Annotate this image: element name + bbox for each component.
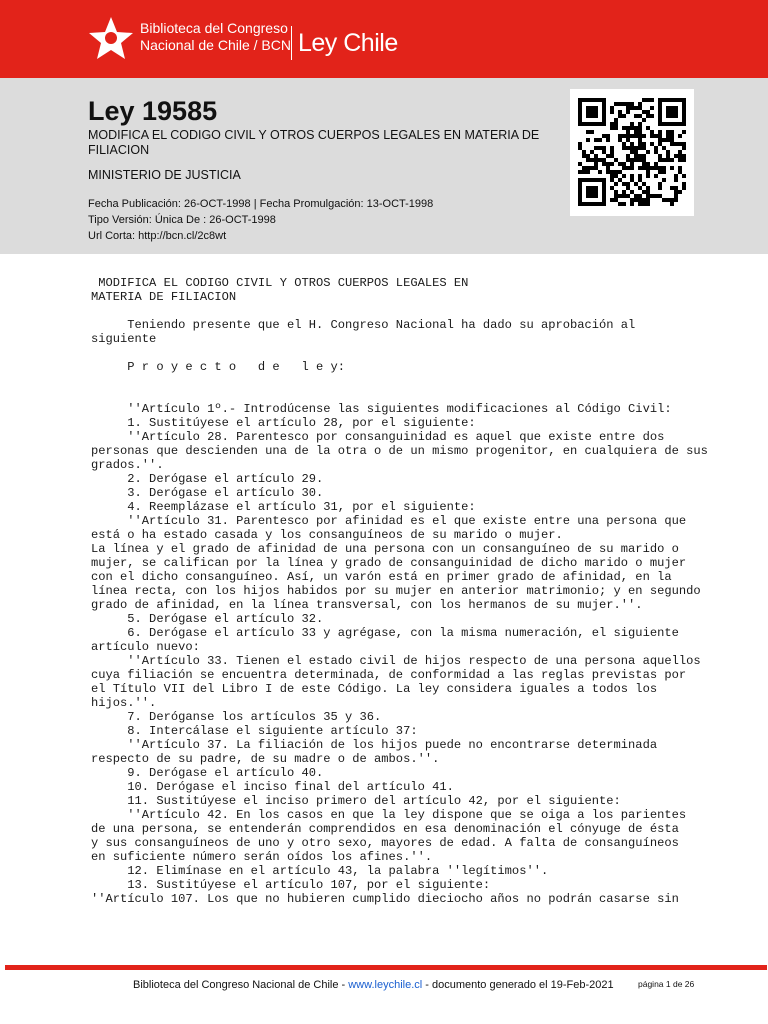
page-number: página 1 de 26 xyxy=(638,979,695,989)
body-line: respecto de su padre, de su madre o de ambos.''. xyxy=(91,752,440,766)
body-line: 10. Derógase el inciso final del artículo 41. xyxy=(91,780,454,794)
body-line: ''Artículo 31. Parentesco por afinidad es el que existe entre una persona que xyxy=(91,514,687,528)
short-url[interactable]: Url Corta: http://bcn.cl/2c8wt xyxy=(88,230,227,242)
body-line: cuya filiación se encuentra determinada, de conformidad a las reglas previstas por xyxy=(91,668,687,682)
body-line: y sus consanguíneos de uno y otro sexo, mayores de edad. A falta de consanguíneos xyxy=(91,836,679,850)
body-line: 7. Deróganse los artículos 35 y 36. xyxy=(91,710,382,724)
organization-line-1: Biblioteca del Congreso xyxy=(140,20,288,36)
logo-divider xyxy=(291,26,292,60)
organization-name xyxy=(140,20,291,54)
footer-divider xyxy=(5,965,767,970)
leychile-link[interactable]: www.leychile.cl xyxy=(348,979,423,991)
body-line: mujer, se califican por la línea y grado de consanguinidad de dicho marido o mujer xyxy=(91,556,687,570)
law-subtitle: MODIFICA EL CODIGO CIVIL Y OTROS CUERPOS LEGALES EN MATERIA DE FILIACION xyxy=(88,128,540,157)
body-line: el Título VII del Libro I de este Código. La ley considera iguales a todos los xyxy=(91,682,658,696)
version-type: Tipo Versión: Única De : 26-OCT-1998 xyxy=(88,214,276,226)
body-line: 8. Intercálase el siguiente artículo 37: xyxy=(91,724,418,738)
footer-text xyxy=(133,979,614,992)
publication-dates: Fecha Publicación: 26-OCT-1998 | Fecha Promulgación: 13-OCT-1998 xyxy=(88,198,434,210)
qr-code-icon xyxy=(578,98,686,206)
body-line: ''Artículo 33. Tienen el estado civil de hijos respecto de una persona aquellos xyxy=(91,654,701,668)
body-line: MATERIA DE FILIACION xyxy=(91,290,237,304)
body-line: ''Artículo 1º.- Introdúcense las siguientes modificaciones al Código Civil: xyxy=(91,402,672,416)
body-line: artículo nuevo: xyxy=(91,640,200,654)
body-line: ''Artículo 42. En los casos en que la ley dispone que se oiga a los parientes xyxy=(91,808,687,822)
body-line: con el dicho consanguíneo. Así, un varón está en primer grado de afinidad, en la xyxy=(91,570,672,584)
top-banner xyxy=(0,0,768,78)
body-line: grado de afinidad, en la línea transversal, con los hermanos de su mujer.''. xyxy=(91,598,643,612)
body-line: 2. Derógase el artículo 29. xyxy=(91,472,324,486)
body-line: 3. Derógase el artículo 30. xyxy=(91,486,324,500)
page-title: Ley 19585 xyxy=(88,96,218,126)
body-line: 5. Derógase el artículo 32. xyxy=(91,612,324,626)
body-line: ''Artículo 37. La filiación de los hijos puede no encontrarse determinada xyxy=(91,738,658,752)
organization-line-2: Nacional de Chile / BCN xyxy=(140,37,291,53)
body-line: 12. Elimínase en el artículo 43, la palabra ''legítimos''. xyxy=(91,864,549,878)
body-line: 6. Derógase el artículo 33 y agrégase, con la misma numeración, el siguiente xyxy=(91,626,679,640)
ministry: MINISTERIO DE JUSTICIA xyxy=(88,168,241,182)
body-line: está o ha estado casada y los consanguíneos de su marido o mujer. xyxy=(91,528,563,542)
body-line: La línea y el grado de afinidad de una persona con un consanguíneo de su marido o xyxy=(91,542,679,556)
body-line: 1. Sustitúyese el artículo 28, por el siguiente: xyxy=(91,416,476,430)
footer-prefix: Biblioteca del Congreso Nacional de Chile - xyxy=(133,979,349,991)
body-line: 9. Derógase el artículo 40. xyxy=(91,766,324,780)
body-line: 11. Sustitúyese el inciso primero del artículo 42, por el siguiente: xyxy=(91,794,621,808)
document-body xyxy=(91,276,751,906)
body-line xyxy=(91,304,751,318)
body-line: de una persona, se entenderán comprendidos en esa denominación el cónyuge de ésta xyxy=(91,822,679,836)
body-line xyxy=(91,388,751,402)
footer-generated: - documento generado el 19-Feb-2021 xyxy=(422,979,614,991)
body-line xyxy=(91,346,751,360)
body-line: en suficiente número serán oídos los afines.''. xyxy=(91,850,433,864)
body-line: P r o y e c t o d e l e y: xyxy=(91,360,346,374)
body-line: siguiente xyxy=(91,332,157,346)
body-line: ''Artículo 28. Parentesco por consanguinidad es aquel que existe entre dos xyxy=(91,430,665,444)
ley-chile-brand[interactable]: Ley Chile xyxy=(298,29,398,57)
body-line xyxy=(91,374,751,388)
body-line: 4. Reemplázase el artículo 31, por el siguiente: xyxy=(91,500,476,514)
body-line: MODIFICA EL CODIGO CIVIL Y OTROS CUERPOS LEGALES EN xyxy=(91,276,469,290)
bcn-star-logo-icon xyxy=(86,14,136,64)
body-line: ''Artículo 107. Los que no hubieren cumplido dieciocho años no podrán casarse sin xyxy=(91,892,679,906)
body-line: Teniendo presente que el H. Congreso Nacional ha dado su aprobación al xyxy=(91,318,636,332)
qr-code xyxy=(570,89,694,216)
body-line: 13. Sustitúyese el artículo 107, por el siguiente: xyxy=(91,878,491,892)
body-line: grados.''. xyxy=(91,458,164,472)
body-line: hijos.''. xyxy=(91,696,157,710)
body-line: personas que descienden una de la otra o de un mismo progenitor, en cualquiera de sus xyxy=(91,444,708,458)
body-line: línea recta, con los hijos habidos por su mujer en anterior matrimonio; y en segundo xyxy=(91,584,701,598)
